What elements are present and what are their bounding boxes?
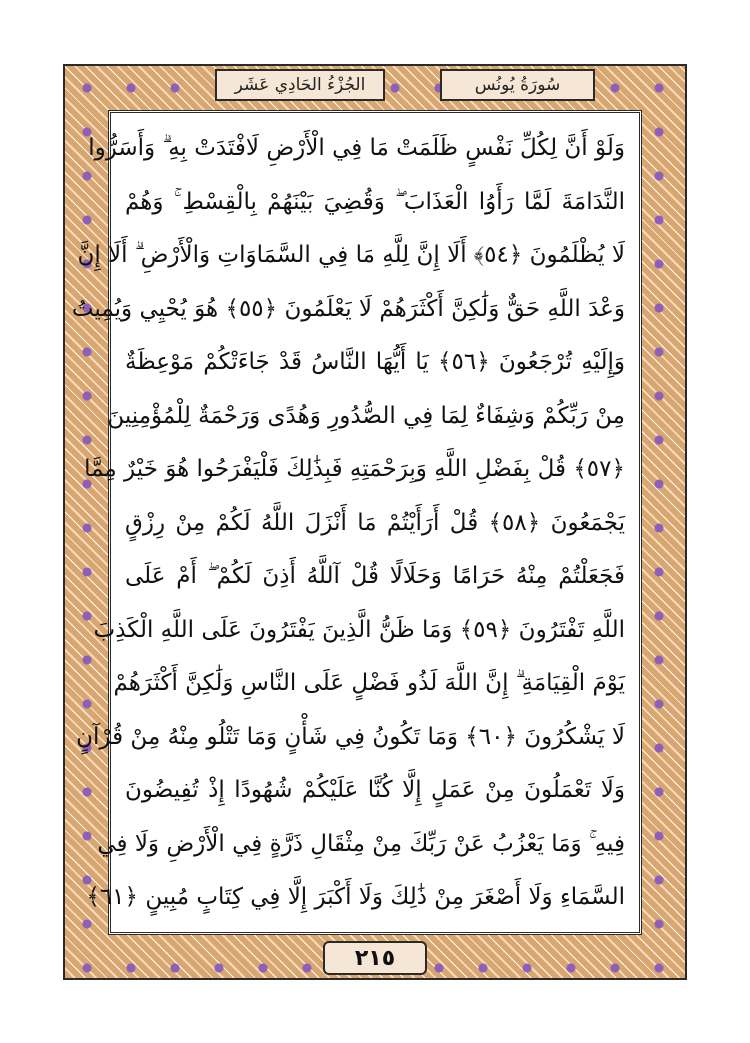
text-line: لَا يَشْكُرُونَ ﴿٦٠﴾ وَمَا تَكُونُ فِي شَأْنٍ وَمَا تَتْلُو مِنْهُ مِنْ قُرْآنٍ (76, 723, 625, 750)
text-line: وَلَوْ أَنَّ لِكُلِّ نَفْسٍ ظَلَمَتْ مَا فِي الْأَرْضِ لَافْتَدَتْ بِهِ ۗ وَأَسَرُّوا (88, 135, 625, 161)
text-line: النَّدَامَةَ لَمَّا رَأَوُا الْعَذَابَ ۖ وَقُضِيَ بَيْنَهُمْ بِالْقِسْطِ ۚ وَهُمْ (125, 188, 625, 215)
text-line: فَجَعَلْتُمْ مِنْهُ حَرَامًا وَحَلَالًا قُلْ آللَّهُ أَذِنَ لَكُمْ ۖ أَمْ عَلَى (125, 563, 625, 589)
text-line: يَوْمَ الْقِيَامَةِ ۗ إِنَّ اللَّهَ لَذُو فَضْلٍ عَلَى النَّاسِ وَلَٰكِنَّ أَكْثَرَهُمْ (113, 670, 625, 696)
text-line: فِيهِ ۚ وَمَا يَعْزُبُ عَنْ رَبِّكَ مِنْ مِثْقَالِ ذَرَّةٍ فِي الْأَرْضِ وَلَا فِي (97, 830, 625, 857)
page-number: ٢١٥ (323, 941, 427, 975)
surah-name: سُورَةُ يُونُس (440, 69, 595, 101)
ornamental-border (63, 64, 687, 980)
text-line: مِنْ رَبِّكُمْ وَشِفَاءٌ لِمَا فِي الصُّدُورِ وَهُدًى وَرَحْمَةٌ لِلْمُؤْمِنِينَ (107, 402, 625, 429)
juz-name: الجُزْءُ الحَادِي عَشَر (215, 69, 385, 101)
page-text (71, 110, 642, 935)
text-line: وَلَا تَعْمَلُونَ مِنْ عَمَلٍ إِلَّا كُنَّا عَلَيْكُمْ شُهُودًا إِذْ تُفِيضُونَ (125, 777, 625, 803)
text-line: وَإِلَيْهِ تُرْجَعُونَ ﴿٥٦﴾ يَا أَيُّهَا النَّاسُ قَدْ جَاءَتْكُمْ مَوْعِظَةٌ (125, 349, 625, 375)
text-line: ﴿٥٧﴾ قُلْ بِفَضْلِ اللَّهِ وَبِرَحْمَتِهِ فَبِذَٰلِكَ فَلْيَفْرَحُوا هُوَ خَيْرٌ مِمَّا (84, 456, 625, 482)
text-line: وَعْدَ اللَّهِ حَقٌّ وَلَٰكِنَّ أَكْثَرَهُمْ لَا يَعْلَمُونَ ﴿٥٥﴾ هُوَ يُحْيِي وَيُمِيتُ (71, 295, 625, 322)
text-line: السَّمَاءِ وَلَا أَصْغَرَ مِنْ ذَٰلِكَ وَلَا أَكْبَرَ إِلَّا فِي كِتَابٍ مُبِينٍ ﴿٦١﴾ (86, 884, 625, 910)
text-line: اللَّهِ تَفْتَرُونَ ﴿٥٩﴾ وَمَا ظَنُّ الَّذِينَ يَفْتَرُونَ عَلَى اللَّهِ الْكَذِبَ (93, 616, 625, 643)
text-line: يَجْمَعُونَ ﴿٥٨﴾ قُلْ أَرَأَيْتُمْ مَا أَنْزَلَ اللَّهُ لَكُمْ مِنْ رِزْقٍ (125, 509, 625, 536)
text-line: لَا يُظْلَمُونَ ﴿٥٤﴾ أَلَا إِنَّ لِلَّهِ مَا فِي السَّمَاوَاتِ وَالْأَرْضِ ۗ أَلَا إِنَّ (77, 242, 625, 268)
